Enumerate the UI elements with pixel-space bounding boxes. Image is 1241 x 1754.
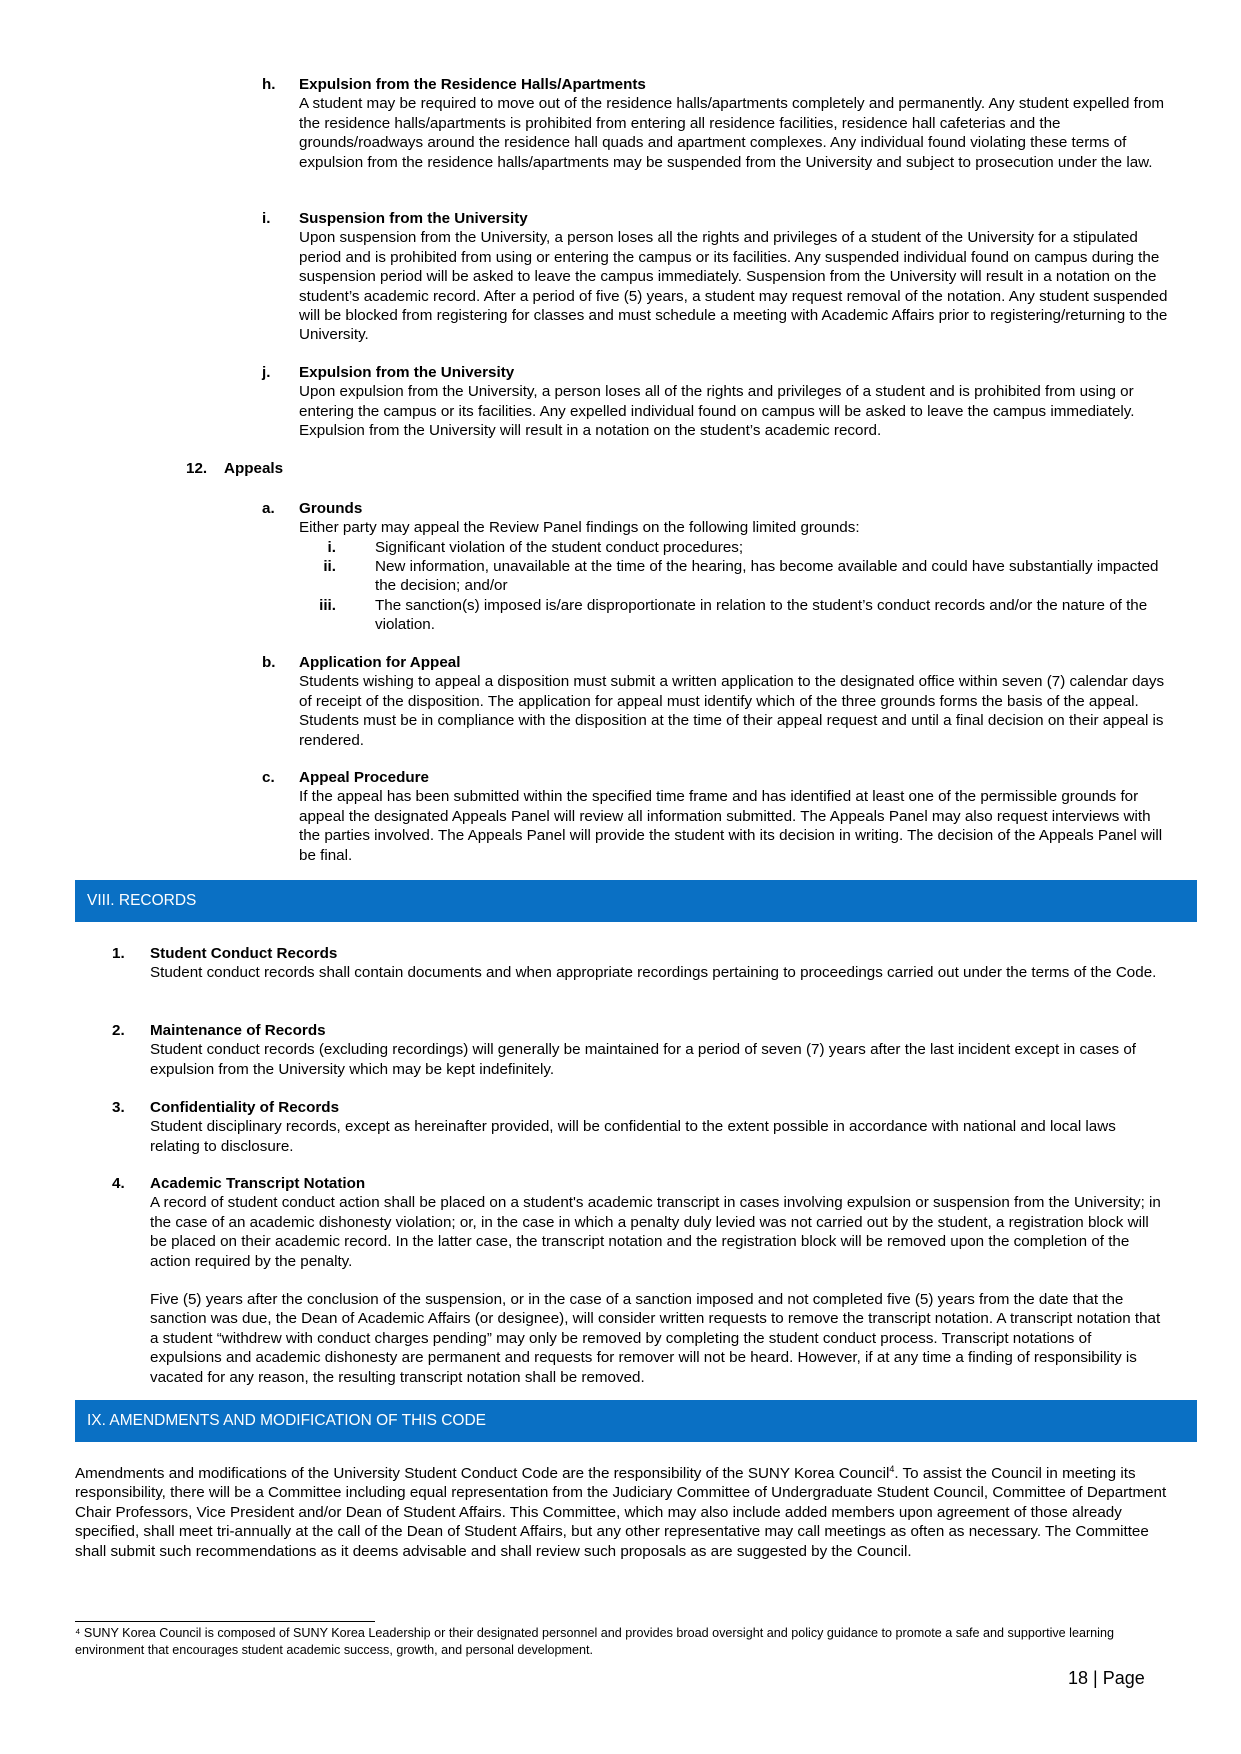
item-title: Expulsion from the University [299, 364, 515, 381]
record-item [150, 1174, 1165, 1387]
item-text: Either party may appeal the Review Panel findings on the following limited grounds: [299, 519, 860, 537]
section-number-12: 12. [186, 460, 208, 477]
footnote-mark: ⁴ [75, 1626, 81, 1640]
ground-text: New information, unavailable at the time of the hearing, has become available and could have substantially impacted the decision; and/or [375, 558, 1159, 595]
record-title: Academic Transcript Notation [150, 1175, 366, 1192]
record-number: 2. [112, 1022, 125, 1039]
section-title-appeals: Appeals [224, 460, 284, 477]
record-title: Confidentiality of Records [150, 1099, 340, 1116]
footnote-text: SUNY Korea Council is composed of SUNY Korea Leadership or their designated personnel and provides broad oversight and policy guidance to promote a safe and supportive learning environment that encourages student academic success, growth, and personal development. [75, 1626, 1114, 1657]
item-text: Upon suspension from the University, a person loses all the rights and privileges of a student of the University for a stipulated period and is prohibited from using or entering the campus or its facilities. Any suspended individual found on campus during the suspension period will be asked to leave the campus immediately. Suspension from the University will result in a notation on the student’s academic record. After a period of five (5) years, a student may request removal of the notation. Any student suspended will be blocked from registering for classes and must schedule a meeting with Academic Affairs prior to registering/returning to the University. [299, 229, 1168, 344]
section-heading-records [75, 880, 1197, 922]
record-item [150, 1098, 1160, 1156]
item-j [299, 363, 1179, 441]
appeal-grounds [299, 499, 1179, 538]
record-title: Maintenance of Records [150, 1022, 326, 1039]
item-title: Application for Appeal [299, 654, 461, 671]
ground-text: The sanction(s) imposed is/are disproportionate in relation to the student’s conduct records and/or the nature of the violation. [375, 597, 1148, 634]
item-text: A student may be required to move out of the residence halls/apartments completely and permanently. Any student expelled from the residence halls/apartments is prohibited from entering all residence facilities, residence hall cafeterias and the grounds/roadways around the residence hall quads and apartment complexes. Any individual found violating these terms of expulsion from the residence halls/apartments may be suspended from the University and subject to prosecution under the law. [299, 95, 1165, 171]
item-label-h: h. [262, 76, 276, 93]
ground-label: i. [327, 539, 336, 556]
item-label-b: b. [262, 654, 276, 671]
appeal-procedure [299, 768, 1169, 865]
record-item [150, 944, 1160, 983]
record-text: A record of student conduct action shall be placed on a student's academic transcript in cases involving expulsion or suspension from the University; in the case of an academic dishonesty violation; or, in the case in which a penalty duly levied was not carried out by the student, a registration block will be placed on their academic record. In the latter case, the transcript notation and the registration block will be removed upon the completion of the action required by the penalty. [150, 1194, 1161, 1270]
footnote-ref[interactable]: 4 [889, 1463, 895, 1474]
record-number: 3. [112, 1099, 125, 1116]
ground-label: ii. [323, 558, 336, 575]
amendments-text-b: . To assist the Council in meeting its responsibility, there will be a Committee including equal representation from the Judiciary Committee of Undergraduate Student Council, Committee of Department Chair Professors, Vice President and/or Dean of Student Affairs. This Committee, which may also include added members upon agreement of those already specified, shall meet tri-annually at the call of the Dean of Student Affairs, but any other representative may call meetings as often as necessary. The Committee shall submit such recommendations as it deems advisable and shall review such proposals as are suggested by the Council. [75, 1465, 1167, 1560]
item-i [299, 209, 1179, 345]
item-title: Grounds [299, 500, 363, 517]
record-text-2: Five (5) years after the conclusion of the suspension, or in the case of a sanction imposed and not completed five (5) years from the date that the sanction was due, the Dean of Academic Affairs (or designee), will consider written requests to remove the transcript notation. A transcript notation that a student “withdrew with conduct charges pending” may only be removed by completing the student conduct process. Transcript notations of expulsions and academic dishonesty are permanent and requests for remover will not be heard. However, if at any time a finding of responsibility is vacated for any reason, the resulting transcript notation shall be removed. [150, 1291, 1161, 1386]
record-text: Student disciplinary records, except as hereinafter provided, will be confidential to the extent possible in accordance with national and local laws relating to disclosure. [150, 1118, 1116, 1155]
footnote-separator [75, 1621, 375, 1622]
amendments-text-a: Amendments and modifications of the University Student Conduct Code are the responsibility of the SUNY Korea Council [75, 1465, 890, 1482]
record-text: Student conduct records (excluding recordings) will generally be maintained for a period of seven (7) years after the last incident except in cases of expulsion from the University which may be kept indefinitely. [150, 1041, 1137, 1078]
item-title: Appeal Procedure [299, 769, 429, 786]
item-label-a: a. [262, 500, 275, 517]
item-label-i: i. [262, 210, 271, 227]
item-title: Expulsion from the Residence Halls/Apartments [299, 76, 646, 93]
item-label-c: c. [262, 769, 275, 786]
section-heading-text: VIII. RECORDS [87, 892, 197, 909]
section-heading-amendments [75, 1400, 1197, 1442]
page-number: 18 | Page [1068, 1668, 1145, 1688]
footnote [75, 1625, 1175, 1659]
ground-text: Significant violation of the student conduct procedures; [375, 539, 744, 556]
section-heading-text: IX. AMENDMENTS AND MODIFICATION OF THIS CODE [87, 1412, 487, 1429]
item-label-j: j. [262, 364, 271, 381]
item-title: Suspension from the University [299, 210, 528, 227]
record-item [150, 1021, 1160, 1079]
item-h [299, 75, 1179, 172]
record-text: Student conduct records shall contain documents and when appropriate recordings pertaining to proceedings carried out under the terms of the Code. [150, 964, 1157, 982]
record-title: Student Conduct Records [150, 945, 338, 962]
record-number: 1. [112, 945, 125, 962]
amendments-paragraph [75, 1464, 1175, 1561]
item-text: Students wishing to appeal a disposition must submit a written application to the designated office within seven (7) calendar days of receipt of the disposition. The application for appeal must identify which of the three grounds forms the basis of the appeal. Students must be in compliance with the disposition at the time of their appeal request and until a final decision on their appeal is rendered. [299, 673, 1165, 749]
appeal-application [299, 653, 1169, 750]
record-number: 4. [112, 1175, 125, 1192]
ground-label: iii. [319, 597, 336, 614]
item-text: Upon expulsion from the University, a person loses all of the rights and privileges of a student and is prohibited from using or entering the campus or its facilities. Any expelled individual found on campus will be asked to leave the campus immediately. Expulsion from the University will result in a notation on the student’s academic record. [299, 383, 1135, 440]
item-text: If the appeal has been submitted within the specified time frame and has identified at least one of the permissible grounds for appeal the designated Appeals Panel will review all information submitted. The Appeals Panel may also request interviews with the parties involved. The Appeals Panel will provide the student with its decision in writing. The decision of the Appeals Panel will be final. [299, 788, 1163, 864]
